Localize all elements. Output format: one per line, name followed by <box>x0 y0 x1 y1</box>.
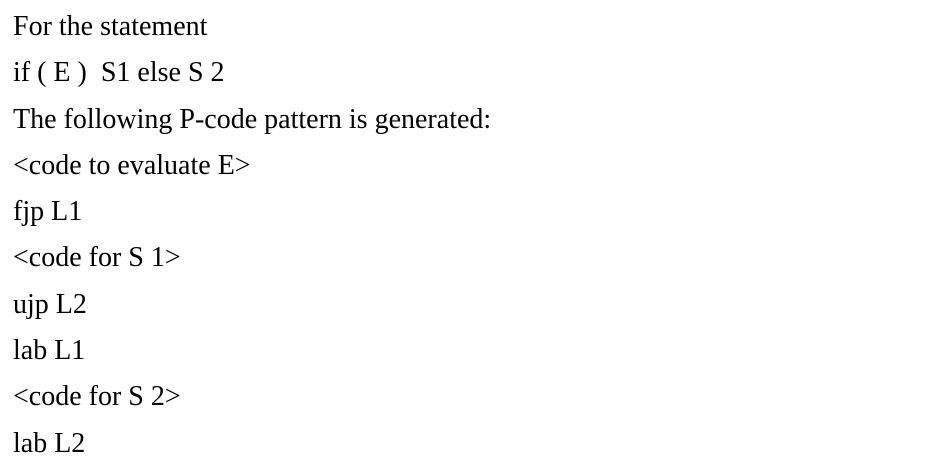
if-statement: if ( E ) S1 else S 2 <box>13 57 225 89</box>
code-line-evaluate-e: <code to evaluate E> <box>13 149 251 181</box>
pattern-intro: The following P-code pattern is generated: <box>13 103 492 135</box>
code-line-s1: <code for S 1> <box>13 242 181 274</box>
code-line-lab-l1: lab L1 <box>13 335 86 367</box>
code-line-fjp: fjp L1 <box>13 196 83 228</box>
document-body <box>13 4 915 467</box>
code-line-s2: <code for S 2> <box>13 381 181 413</box>
code-line-ujp: ujp L2 <box>13 288 87 320</box>
statement-intro: For the statement <box>13 11 208 42</box>
code-line-lab-l2: lab L2 <box>13 427 86 459</box>
